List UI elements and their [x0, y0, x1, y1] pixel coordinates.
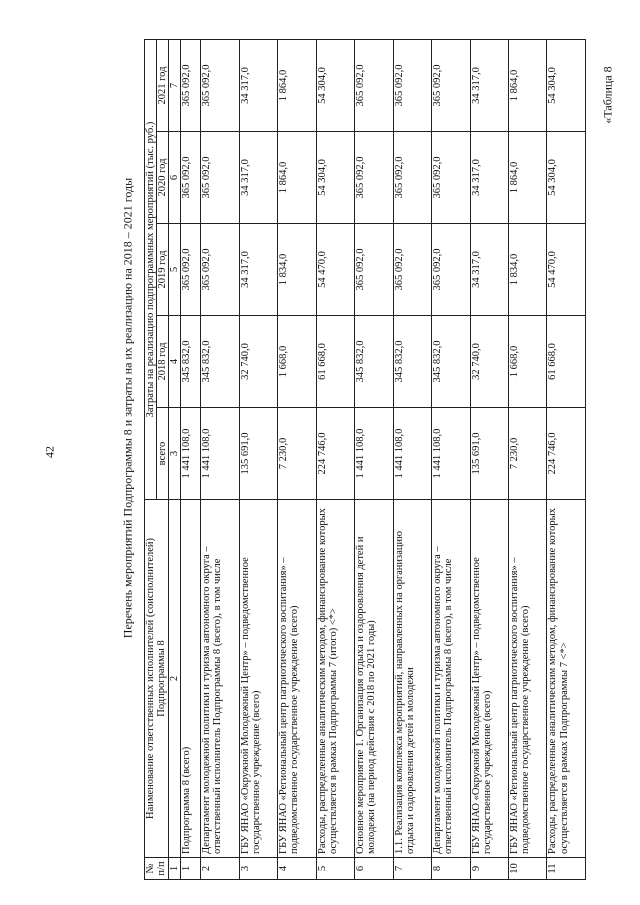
- row-total: 1 441 108,0: [393, 408, 431, 500]
- row-2018: 61 668,0: [316, 316, 354, 408]
- row-name: ГБУ ЯНАО «Региональный центр патриотического воспитания» – подведомственное государственное учреждение (всего): [278, 500, 316, 858]
- row-2020: 1 864,0: [278, 132, 316, 224]
- column-index: 4: [169, 316, 181, 408]
- row-number: 5: [316, 858, 354, 880]
- row-2018: 345 832,0: [355, 316, 393, 408]
- header-executor-name: Наименование ответственных исполнителей (соисполнителей) Подпрограммы 8: [145, 500, 169, 858]
- row-2021: 54 304,0: [547, 39, 586, 131]
- row-2020: 1 864,0: [509, 132, 547, 224]
- table-row: [470, 39, 508, 879]
- row-2019: 365 092,0: [432, 224, 470, 316]
- row-number: 2: [201, 858, 239, 880]
- table-label: «Таблица 8: [600, 66, 615, 124]
- row-2020: 54 304,0: [316, 132, 354, 224]
- row-2021: 34 317,0: [470, 39, 508, 131]
- row-2019: 365 092,0: [393, 224, 431, 316]
- row-2019: 54 470,0: [316, 224, 354, 316]
- row-2019: 1 834,0: [509, 224, 547, 316]
- row-2019: 1 834,0: [278, 224, 316, 316]
- row-2020: 365 092,0: [393, 132, 431, 224]
- row-name: ГБУ ЯНАО «Окружной Молодежный Центр» – подведомственное государственное учреждение (всего): [470, 500, 508, 858]
- row-2018: 32 740,0: [470, 316, 508, 408]
- row-2021: 1 864,0: [278, 39, 316, 131]
- row-2020: 34 317,0: [239, 132, 277, 224]
- header-number: № п/п: [145, 858, 169, 880]
- row-2021: 365 092,0: [201, 39, 239, 131]
- table-row: [201, 39, 239, 879]
- expenditure-table: [144, 39, 586, 880]
- table-row: [355, 39, 393, 879]
- column-index: 2: [169, 500, 181, 858]
- row-name: Подпрограмма 8 (всего): [181, 500, 201, 858]
- row-number: 8: [432, 858, 470, 880]
- row-2020: 54 304,0: [547, 132, 586, 224]
- row-name: Департамент молодежной политики и туризма автономного округа – ответственный исполнитель Подпрограммы 8 (всего), в том числе: [201, 500, 239, 858]
- row-total: 224 746,0: [547, 408, 586, 500]
- row-2018: 345 832,0: [181, 316, 201, 408]
- row-total: 1 441 108,0: [181, 408, 201, 500]
- row-2018: 32 740,0: [239, 316, 277, 408]
- row-name: 1.1. Реализация комплекса мероприятий, направленных на организацию отдыха и оздоровления детей и молодежи: [393, 500, 431, 858]
- column-index: 3: [169, 408, 181, 500]
- row-2019: 34 317,0: [239, 224, 277, 316]
- row-name: Расходы, распределенные аналитическим методом, финансирование которых осуществляется в рамках Подпрограммы 7 <*>: [547, 500, 586, 858]
- row-total: 224 746,0: [316, 408, 354, 500]
- row-2020: 365 092,0: [201, 132, 239, 224]
- table-body: [181, 39, 586, 879]
- row-2021: 365 092,0: [181, 39, 201, 131]
- row-2019: 365 092,0: [181, 224, 201, 316]
- row-number: 9: [470, 858, 508, 880]
- table-row: [547, 39, 586, 879]
- row-2019: 365 092,0: [201, 224, 239, 316]
- row-2019: 34 317,0: [470, 224, 508, 316]
- table-row: [278, 39, 316, 879]
- header-2018: 2018 год: [157, 316, 169, 408]
- table-row: [432, 39, 470, 879]
- table-row: [509, 39, 547, 879]
- table-row: [393, 39, 431, 879]
- row-2021: 365 092,0: [393, 39, 431, 131]
- table-row: [181, 39, 201, 879]
- column-index: 1: [169, 858, 181, 880]
- row-number: 11: [547, 858, 586, 880]
- header-costs-group: Затраты на реализацию подпрограммных мероприятий (тыс. руб.): [145, 39, 157, 499]
- row-number: 3: [239, 858, 277, 880]
- header-2019: 2019 год: [157, 224, 169, 316]
- row-total: 135 691,0: [239, 408, 277, 500]
- row-number: 7: [393, 858, 431, 880]
- row-total: 7 230,0: [509, 408, 547, 500]
- row-2020: 34 317,0: [470, 132, 508, 224]
- row-2020: 365 092,0: [355, 132, 393, 224]
- row-name: Расходы, распределенные аналитическим методом, финансирование которых осуществляется в рамках Подпрограммы 7 (итого) <*>: [316, 500, 354, 858]
- row-2021: 34 317,0: [239, 39, 277, 131]
- row-2018: 61 668,0: [547, 316, 586, 408]
- document-title: Перечень мероприятий Подпрограммы 8 и затраты на их реализацию на 2018 – 2021 годы: [120, 177, 135, 639]
- row-2021: 365 092,0: [432, 39, 470, 131]
- row-number: 6: [355, 858, 393, 880]
- page-number: 42: [42, 446, 57, 458]
- column-index: 7: [169, 39, 181, 131]
- table-row: [239, 39, 277, 879]
- header-2020: 2020 год: [157, 132, 169, 224]
- row-total: 7 230,0: [278, 408, 316, 500]
- row-2018: 345 832,0: [393, 316, 431, 408]
- header-total: всего: [157, 408, 169, 500]
- row-name: ГБУ ЯНАО «Региональный центр патриотического воспитания» – подведомственное государственное учреждение (всего): [509, 500, 547, 858]
- row-number: 10: [509, 858, 547, 880]
- row-2021: 54 304,0: [316, 39, 354, 131]
- column-index: 6: [169, 132, 181, 224]
- row-2019: 365 092,0: [355, 224, 393, 316]
- row-total: 1 441 108,0: [432, 408, 470, 500]
- row-2020: 365 092,0: [181, 132, 201, 224]
- row-2019: 54 470,0: [547, 224, 586, 316]
- row-2020: 365 092,0: [432, 132, 470, 224]
- row-2018: 345 832,0: [201, 316, 239, 408]
- row-number: 1: [181, 858, 201, 880]
- row-name: Департамент молодежной политики и туризма автономного округа – ответственный исполнитель Подпрограммы 8 (всего), в том числе: [432, 500, 470, 858]
- row-2021: 365 092,0: [355, 39, 393, 131]
- column-index-row: [169, 39, 181, 879]
- row-2018: 345 832,0: [432, 316, 470, 408]
- table-row: [316, 39, 354, 879]
- row-total: 1 441 108,0: [355, 408, 393, 500]
- column-index: 5: [169, 224, 181, 316]
- row-total: 135 691,0: [470, 408, 508, 500]
- row-name: Основное мероприятие 1. Организация отдыха и оздоровления детей и молодежи (на период действия с 2018 по 2021 годы): [355, 500, 393, 858]
- row-2021: 1 864,0: [509, 39, 547, 131]
- row-total: 1 441 108,0: [201, 408, 239, 500]
- row-number: 4: [278, 858, 316, 880]
- row-2018: 1 668,0: [509, 316, 547, 408]
- table-container: [144, 40, 586, 880]
- row-2018: 1 668,0: [278, 316, 316, 408]
- row-name: ГБУ ЯНАО «Окружной Молодежный Центр» – подведомственное государственное учреждение (всего): [239, 500, 277, 858]
- header-2021: 2021 год: [157, 39, 169, 131]
